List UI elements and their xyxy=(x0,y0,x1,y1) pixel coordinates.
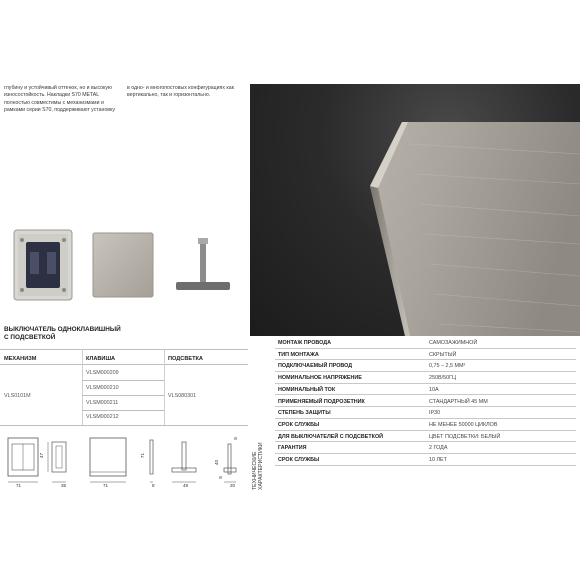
product-title xyxy=(4,326,121,342)
mechanism-drawing xyxy=(4,432,84,488)
key-code: VLSM000211 xyxy=(86,400,119,406)
product-title-line2: С ПОДСВЕТКОЙ xyxy=(4,334,56,341)
spec-value: 2 ГОДА xyxy=(429,445,448,452)
col-header-backlight: ПОДСВЕТКА xyxy=(168,356,203,362)
spec-key: НОМИНАЛЬНОЕ НАПРЯЖЕНИЕ xyxy=(278,375,362,382)
spec-key: ГАРАНТИЯ xyxy=(278,445,307,452)
spec-key: СРОК СЛУЖБЫ xyxy=(278,421,320,428)
spec-value: 250В/50ГЦ xyxy=(429,375,456,382)
key-row-rule xyxy=(82,380,164,381)
spec-row xyxy=(275,360,576,372)
key-code: VLSM000210 xyxy=(86,385,119,391)
backlight-drawing xyxy=(168,432,248,488)
intro-text-left: глубину и устойчивый оттенок, но и высокую износостойкость. Накладки S70 METAL полностью совместимы с механизмами и рамками серии S70, поддерживают установку xyxy=(4,85,115,114)
spec-value: 0,75 – 2,5 ММ² xyxy=(429,363,466,370)
table-header-rule xyxy=(0,364,248,365)
mechanism-code: VLS0101M xyxy=(4,393,31,399)
col-header-key: КЛАВИША xyxy=(86,356,116,362)
spec-value: СКРЫТЫЙ xyxy=(429,351,457,358)
dim-mech-height: 47 xyxy=(39,452,45,459)
key-code: VLSM000209 xyxy=(86,370,119,376)
spec-value: НЕ МЕНЕЕ 50000 ЦИКЛОВ xyxy=(429,421,498,428)
spec-row xyxy=(275,407,576,419)
spec-key: ДЛЯ ВЫКЛЮЧАТЕЛЕЙ С ПОДСВЕТКОЙ xyxy=(278,433,384,440)
spec-key: ПОДКЛЮЧАЕМЫЙ ПРОВОД xyxy=(278,363,353,370)
spec-key: НОМИНАЛЬНЫЙ ТОК xyxy=(278,386,336,393)
table-top-rule xyxy=(0,349,248,350)
dim-key-width: 71 xyxy=(103,483,109,488)
dim-light-height: 40 xyxy=(214,459,220,466)
key-row-rule xyxy=(82,410,164,411)
spec-row xyxy=(275,396,576,408)
hero-photo xyxy=(250,84,580,336)
brushed-metal-plate-image xyxy=(250,84,580,336)
dim-light-top: 8 xyxy=(232,437,238,440)
spec-row xyxy=(275,337,576,349)
spec-key: МОНТАЖ ПРОВОДА xyxy=(278,340,331,346)
spec-row xyxy=(275,372,576,384)
table-col-divider xyxy=(164,349,165,425)
table-col-divider xyxy=(82,349,83,425)
spec-value: ЦВЕТ ПОДСВЕТКИ: БЕЛЫЙ xyxy=(429,433,501,440)
product-title-line1: ВЫКЛЮЧАТЕЛЬ ОДНОКЛАВИШНЫЙ xyxy=(4,326,121,333)
spec-value: СТАНДАРТНЫЙ 45 ММ xyxy=(429,398,488,405)
key-code: VLSM000212 xyxy=(86,414,119,420)
dim-key-height: 71 xyxy=(140,452,146,459)
dim-light-depth: 20 xyxy=(230,483,236,488)
spec-value: IP30 xyxy=(429,410,441,417)
col-header-mechanism: МЕХАНИЗМ xyxy=(4,356,37,362)
backlight-module-image xyxy=(172,236,234,296)
spec-key: СТЕПЕНЬ ЗАЩИТЫ xyxy=(278,410,331,417)
spec-row xyxy=(275,349,576,361)
intro-text-right: в одно- и многопостовых конфигурациях как вертикально, так и горизонтально. xyxy=(127,85,234,99)
dim-mech-width: 71 xyxy=(16,483,22,488)
spec-row xyxy=(275,431,576,443)
dim-light-width: 49 xyxy=(183,483,189,488)
spec-value: 10А xyxy=(429,386,439,393)
key-plate-image xyxy=(92,232,154,298)
spec-row xyxy=(275,454,576,466)
dim-mech-depth: 35 xyxy=(61,483,67,488)
spec-value: САМОЗАЖИМНОЙ xyxy=(429,340,478,346)
dim-light-small: 8 xyxy=(217,476,223,479)
spec-row xyxy=(275,419,576,431)
mechanism-image xyxy=(10,228,76,302)
dim-key-depth: 8 xyxy=(152,483,155,488)
spec-row xyxy=(275,442,576,454)
spec-key: ПРИМЕНЯЕМЫЙ ПОДРОЗЕТНИК xyxy=(278,398,365,405)
backlight-code: VLS080301 xyxy=(168,393,197,399)
spec-key: СРОК СЛУЖБЫ xyxy=(278,457,320,463)
spec-row xyxy=(275,384,576,396)
key-row-rule xyxy=(82,395,164,396)
spec-key: ТИП МОНТАЖА xyxy=(278,351,319,358)
specs-vertical-label: ТЕХНИЧЕСКИЕ ХАРАКТЕРИСТИКИ xyxy=(252,442,265,490)
spec-value: 10 ЛЕТ xyxy=(429,457,447,463)
table-bottom-rule xyxy=(0,425,248,426)
key-drawing xyxy=(86,432,162,488)
